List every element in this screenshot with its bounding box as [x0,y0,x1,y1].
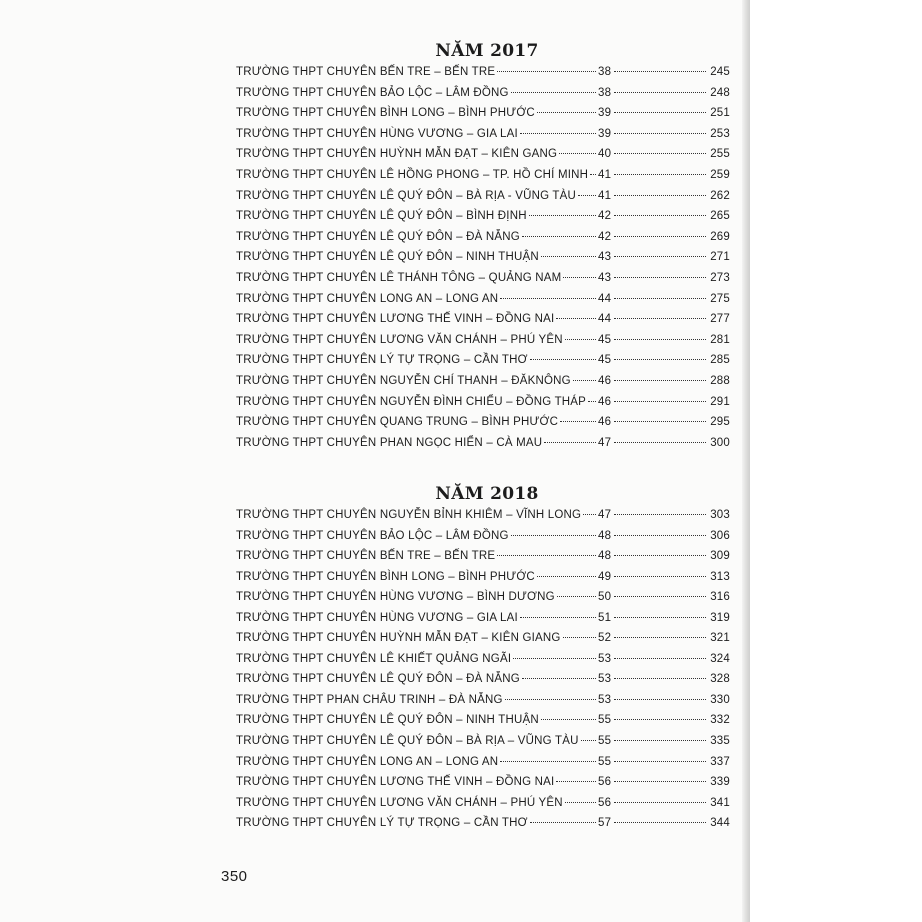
toc-solution-page: 324 [710,652,730,665]
toc-entry-title: TRƯỜNG THPT CHUYÊN BẾN TRE – BẾN TRE [236,66,496,78]
dot-leader [614,400,706,402]
toc-entry [236,669,730,690]
toc-entry [236,710,730,731]
toc-entry-title: TRƯỜNG THPT CHUYÊN BÌNH LONG – BÌNH PHƯỚC [236,570,535,583]
dot-leader [614,616,706,618]
dot-leader [614,379,706,381]
toc-problem-page: 45 [598,354,612,367]
toc-entry [236,330,730,351]
toc-solution-page: 339 [710,776,730,789]
toc-solution-page: 300 [710,436,730,449]
toc-entry-title: TRƯỜNG THPT CHUYÊN QUANG TRUNG – BÌNH PHƯỚC [236,416,559,429]
dot-leader [614,595,706,597]
toc-entry-title: TRƯỜNG THPT CHUYÊN HUỲNH MẪN ĐẠT – KIÊN GIANG [236,632,561,645]
toc-entry-title: TRƯỜNG THPT CHUYÊN LƯƠNG THẾ VINH – ĐỒNG NAI [236,776,555,789]
dot-leader [556,780,596,782]
dot-leader [511,534,596,536]
dot-leader [614,698,706,700]
dot-leader [614,441,706,443]
dot-leader [530,358,596,360]
toc-problem-page: 57 [598,817,612,830]
toc-entry-title: TRƯỜNG THPT CHUYÊN NGUYỄN CHÍ THANH – ĐĂKNÔNG [236,374,571,387]
dot-leader [560,420,596,422]
dot-leader [614,194,706,196]
dot-leader [614,657,706,659]
toc-entry-title: TRƯỜNG THPT CHUYÊN LONG AN – LONG AN [236,292,499,305]
dot-leader [541,718,596,720]
toc-entry [236,309,730,330]
dot-leader [614,739,706,741]
toc-solution-page: 330 [710,693,730,706]
toc-problem-page: 49 [598,570,612,583]
toc-entry [236,813,730,834]
dot-leader [559,152,596,154]
toc-entry-title: TRƯỜNG THPT CHUYÊN HÙNG VƯƠNG – GIA LAI [236,611,518,624]
dot-leader [614,132,706,134]
toc-entry [236,526,730,547]
toc-solution-page: 321 [710,632,730,645]
dot-leader [544,441,596,443]
toc-entry-title: TRƯỜNG THPT CHUYÊN LÊ QUÝ ĐÔN – BÀ RỊA – VŨNG TÀU [236,735,579,748]
toc-problem-page: 55 [598,714,612,727]
toc-problem-page: 43 [598,251,612,264]
toc-solution-page: 265 [710,210,730,223]
toc-entry-title: TRƯỜNG THPT CHUYÊN LÊ QUÝ ĐÔN – NINH THUẬN [236,714,539,727]
page-number: 350 [221,868,248,885]
toc-solution-page: 313 [710,570,730,583]
toc-problem-page: 56 [598,796,612,809]
dot-leader [614,534,706,536]
toc-entry [236,392,730,413]
toc-solution-page: 306 [710,529,730,542]
toc-problem-page: 56 [598,776,612,789]
toc-entry-title: TRƯỜNG THPT CHUYÊN LÊ QUÝ ĐÔN – ĐÀ NẴNG [236,673,520,686]
dot-leader [614,821,706,823]
dot-leader [529,214,596,216]
dot-leader [614,255,706,257]
toc-entry [236,567,730,588]
dot-leader [500,297,596,299]
toc-solution-page: 262 [710,189,730,202]
dot-leader [614,111,706,113]
dot-leader [563,276,596,278]
toc-entry [236,772,730,793]
toc-entry-title: TRƯỜNG THPT CHUYÊN NGUYỄN ĐÌNH CHIỂU – ĐỒNG THÁP [236,395,587,408]
toc-problem-page: 47 [598,509,612,521]
dot-leader [614,780,706,782]
toc-entry [236,608,730,629]
dot-leader [614,575,706,577]
dot-leader [530,821,596,823]
toc-entry [236,433,730,454]
dot-leader [614,677,706,679]
toc-entry-title: TRƯỜNG THPT CHUYÊN LÊ QUÝ ĐÔN – ĐÀ NẴNG [236,230,520,243]
toc-problem-page: 52 [598,632,612,645]
dot-leader [505,698,596,700]
toc-entry [236,546,730,567]
toc-solution-page: 316 [710,591,730,604]
toc-entry-title: TRƯỜNG THPT CHUYÊN LÊ QUÝ ĐÔN – NINH THUẬN [236,251,539,264]
toc-problem-page: 42 [598,210,612,223]
toc-problem-page: 38 [598,66,612,78]
toc-problem-page: 53 [598,673,612,686]
toc-entry [236,62,730,83]
toc-solution-page: 245 [710,66,730,78]
section-heading: NĂM 2018 [435,484,539,504]
page-edge [742,0,750,922]
toc-entry [236,628,730,649]
toc-entry-title: TRƯỜNG THPT CHUYÊN LÊ KHIẾT QUẢNG NGÃI [236,652,512,665]
dot-leader [614,760,706,762]
dot-leader [578,194,596,196]
toc-entry-title: TRƯỜNG THPT PHAN CHÂU TRINH – ĐÀ NẴNG [236,693,503,706]
toc-entry-title: TRƯỜNG THPT CHUYÊN LÊ THÁNH TÔNG – QUẢNG NAM [236,271,562,284]
toc-solution-page: 285 [710,354,730,367]
toc-solution-page: 269 [710,230,730,243]
toc-entry-title: TRƯỜNG THPT CHUYÊN LƯƠNG VĂN CHÁNH – PHÚ YÊN [236,333,563,346]
toc-list [236,62,730,453]
toc-entry-title: TRƯỜNG THPT CHUYÊN LÊ QUÝ ĐÔN – BÌNH ĐỊNH [236,210,527,223]
dot-leader [513,657,596,659]
toc-entry-title: TRƯỜNG THPT CHUYÊN NGUYỄN BỈNH KHIÊM – VĨNH LONG [236,509,582,521]
dot-leader [614,214,706,216]
dot-leader [590,173,596,175]
dot-leader [614,513,706,515]
toc-solution-page: 303 [710,509,730,521]
toc-solution-page: 291 [710,395,730,408]
dot-leader [565,801,596,803]
toc-solution-page: 255 [710,148,730,161]
toc-entry [236,186,730,207]
toc-solution-page: 335 [710,735,730,748]
dot-leader [497,554,596,556]
toc-entry [236,412,730,433]
toc-entry-title: TRƯỜNG THPT CHUYÊN BẢO LỘC – LÂM ĐỒNG [236,529,509,542]
toc-solution-page: 251 [710,107,730,120]
toc-entry-title: TRƯỜNG THPT CHUYÊN LƯƠNG VĂN CHÁNH – PHÚ YÊN [236,796,563,809]
dot-leader [565,338,596,340]
dot-leader [614,338,706,340]
dot-leader [614,801,706,803]
toc-entry [236,206,730,227]
toc-solution-page: 337 [710,755,730,768]
toc-section-2017 [236,40,730,453]
toc-entry [236,268,730,289]
toc-problem-page: 43 [598,271,612,284]
dot-leader [557,595,596,597]
toc-problem-page: 41 [598,189,612,202]
toc-problem-page: 38 [598,86,612,99]
toc-entry [236,731,730,752]
dot-leader [614,358,706,360]
toc-solution-page: 344 [710,817,730,830]
toc-problem-page: 50 [598,591,612,604]
dot-leader [541,255,596,257]
toc-solution-page: 248 [710,86,730,99]
toc-entry-title: TRƯỜNG THPT CHUYÊN LÝ TỰ TRỌNG – CẦN THƠ [236,354,528,367]
toc-problem-page: 48 [598,529,612,542]
toc-problem-page: 40 [598,148,612,161]
toc-entry [236,752,730,773]
toc-entry-title: TRƯỜNG THPT CHUYÊN HÙNG VƯƠNG – GIA LAI [236,127,518,140]
dot-leader [497,70,596,72]
toc-list [236,505,730,834]
toc-entry [236,505,730,526]
toc-problem-page: 53 [598,693,612,706]
dot-leader [614,554,706,556]
toc-problem-page: 46 [598,395,612,408]
dot-leader [522,235,596,237]
dot-leader [520,616,596,618]
dot-leader [520,132,596,134]
toc-entry-title: TRƯỜNG THPT CHUYÊN HÙNG VƯƠNG – BÌNH DƯƠNG [236,591,555,604]
dot-leader [511,91,596,93]
toc-entry [236,165,730,186]
dot-leader [614,152,706,154]
toc-entry-title: TRƯỜNG THPT CHUYÊN LÊ HỒNG PHONG – TP. HỒ CHÍ MINH [236,168,589,181]
toc-entry-title: TRƯỜNG THPT CHUYÊN LÝ TỰ TRỌNG – CẦN THƠ [236,817,528,830]
toc-entry [236,587,730,608]
toc-problem-page: 46 [598,416,612,429]
toc-solution-page: 259 [710,168,730,181]
toc-entry-title: TRƯỜNG THPT CHUYÊN LONG AN – LONG AN [236,755,499,768]
toc-entry-title: TRƯỜNG THPT CHUYÊN BẾN TRE – BẾN TRE [236,550,496,563]
toc-problem-page: 51 [598,611,612,624]
dot-leader [588,400,596,402]
toc-problem-page: 39 [598,127,612,140]
toc-problem-page: 44 [598,292,612,305]
dot-leader [614,297,706,299]
dot-leader [614,276,706,278]
toc-problem-page: 39 [598,107,612,120]
toc-entry [236,289,730,310]
toc-entry-title: TRƯỜNG THPT CHUYÊN BÌNH LONG – BÌNH PHƯỚC [236,107,535,120]
toc-solution-page: 295 [710,416,730,429]
dot-leader [583,513,596,515]
toc-solution-page: 271 [710,251,730,264]
toc-problem-page: 45 [598,333,612,346]
toc-solution-page: 309 [710,550,730,563]
toc-entry [236,103,730,124]
dot-leader [573,379,596,381]
toc-entry [236,649,730,670]
section-heading: NĂM 2017 [435,41,539,61]
toc-solution-page: 341 [710,796,730,809]
dot-leader [581,739,596,741]
dot-leader [556,317,596,319]
toc-entry [236,124,730,145]
dot-leader [522,677,596,679]
toc-entry [236,227,730,248]
toc-problem-page: 55 [598,755,612,768]
toc-problem-page: 53 [598,652,612,665]
dot-leader [500,760,596,762]
toc-problem-page: 55 [598,735,612,748]
toc-section-2018 [236,483,730,834]
toc-solution-page: 319 [710,611,730,624]
toc-solution-page: 273 [710,271,730,284]
toc-entry [236,144,730,165]
dot-leader [614,317,706,319]
dot-leader [614,420,706,422]
toc-solution-page: 275 [710,292,730,305]
dot-leader [614,235,706,237]
toc-solution-page: 277 [710,313,730,326]
toc-problem-page: 48 [598,550,612,563]
toc-entry [236,350,730,371]
toc-solution-page: 328 [710,673,730,686]
toc-solution-page: 281 [710,333,730,346]
dot-leader [537,575,596,577]
dot-leader [614,70,706,72]
toc-problem-page: 44 [598,313,612,326]
toc-solution-page: 288 [710,374,730,387]
toc-problem-page: 41 [598,168,612,181]
dot-leader [614,636,706,638]
toc-entry-title: TRƯỜNG THPT CHUYÊN PHAN NGỌC HIỂN – CÀ MAU [236,436,543,449]
dot-leader [614,718,706,720]
toc-entry [236,371,730,392]
toc-problem-page: 46 [598,374,612,387]
dot-leader [614,91,706,93]
toc-entry-title: TRƯỜNG THPT CHUYÊN BẢO LỘC – LÂM ĐỒNG [236,86,509,99]
toc-entry [236,690,730,711]
toc-entry [236,793,730,814]
toc-entry-title: TRƯỜNG THPT CHUYÊN LÊ QUÝ ĐÔN – BÀ RỊA - VŨNG TÀU [236,189,577,202]
toc-problem-page: 47 [598,436,612,449]
dot-leader [563,636,596,638]
toc-entry [236,247,730,268]
toc-entry [236,83,730,104]
toc-entry-title: TRƯỜNG THPT CHUYÊN HUỲNH MẪN ĐẠT – KIÊN GANG [236,148,558,161]
dot-leader [614,173,706,175]
toc-entry-title: TRƯỜNG THPT CHUYÊN LƯƠNG THẾ VINH – ĐỒNG NAI [236,313,555,326]
toc-solution-page: 253 [710,127,730,140]
toc-solution-page: 332 [710,714,730,727]
dot-leader [537,111,596,113]
toc-problem-page: 42 [598,230,612,243]
